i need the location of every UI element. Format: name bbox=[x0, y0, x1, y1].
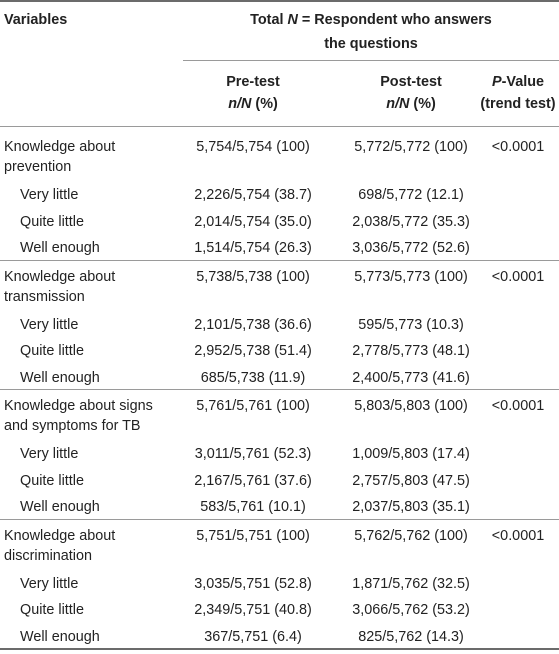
row-label: Very little bbox=[20, 187, 79, 203]
group-label-line1: Knowledge about bbox=[4, 527, 116, 544]
header-bottom-rule bbox=[0, 126, 559, 127]
row-label: Well enough bbox=[20, 499, 100, 515]
header-pretest-nn: n/N (%) bbox=[228, 96, 278, 112]
row-pretest: 3,011/5,761 (52.3) bbox=[194, 446, 312, 462]
group-posttest-total: 5,762/5,762 (100) bbox=[354, 527, 468, 544]
group-pretest-total: 5,738/5,738 (100) bbox=[196, 268, 310, 285]
group-pvalue: <0.0001 bbox=[491, 527, 545, 544]
row-pretest: 2,952/5,738 (51.4) bbox=[194, 343, 312, 359]
row-posttest: 2,037/5,803 (35.1) bbox=[352, 499, 470, 515]
row-posttest: 825/5,762 (14.3) bbox=[358, 628, 464, 645]
group-pvalue: <0.0001 bbox=[491, 268, 545, 285]
row-posttest: 1,871/5,762 (32.5) bbox=[352, 575, 470, 592]
header-pvalue: P-Value bbox=[491, 74, 544, 90]
group-pvalue: <0.0001 bbox=[491, 139, 545, 155]
header-total-line1: Total N = Respondent who answers bbox=[250, 12, 492, 28]
row-label: Very little bbox=[20, 316, 79, 333]
table-top-rule bbox=[0, 0, 559, 2]
header-pretest: Pre-test bbox=[226, 74, 280, 90]
group-pretest-total: 5,751/5,751 (100) bbox=[196, 527, 310, 544]
header-total-line2: the questions bbox=[324, 36, 418, 52]
group-label-line2: discrimination bbox=[4, 547, 92, 564]
row-posttest: 3,066/5,762 (53.2) bbox=[352, 602, 470, 618]
row-posttest: 1,009/5,803 (17.4) bbox=[352, 446, 470, 462]
group-label-line1: Knowledge about bbox=[4, 268, 116, 285]
row-posttest: 2,038/5,772 (35.3) bbox=[352, 213, 470, 230]
row-pretest: 367/5,751 (6.4) bbox=[204, 628, 302, 645]
row-label: Quite little bbox=[20, 213, 84, 230]
header-posttest-nn: n/N (%) bbox=[386, 96, 436, 112]
row-pretest: 2,349/5,751 (40.8) bbox=[194, 602, 312, 618]
group-pretest-total: 5,754/5,754 (100) bbox=[196, 139, 310, 155]
row-pretest: 1,514/5,754 (26.3) bbox=[194, 240, 312, 256]
row-pretest: 2,167/5,761 (37.6) bbox=[194, 472, 312, 489]
row-posttest: 3,036/5,772 (52.6) bbox=[352, 240, 470, 256]
table-bottom-rule bbox=[0, 648, 559, 650]
group-posttest-total: 5,772/5,772 (100) bbox=[354, 139, 468, 155]
header-posttest: Post-test bbox=[380, 74, 442, 90]
group-label-line1: Knowledge about bbox=[4, 139, 116, 155]
row-label: Well enough bbox=[20, 369, 100, 386]
row-pretest: 2,101/5,738 (36.6) bbox=[194, 316, 312, 333]
row-label: Quite little bbox=[20, 343, 84, 359]
row-label: Well enough bbox=[20, 628, 100, 645]
group-posttest-total: 5,773/5,773 (100) bbox=[354, 268, 468, 285]
row-pretest: 3,035/5,751 (52.8) bbox=[194, 575, 312, 592]
header-pvalue-line2: (trend test) bbox=[480, 96, 556, 112]
row-label: Quite little bbox=[20, 472, 84, 489]
row-posttest: 698/5,772 (12.1) bbox=[358, 187, 464, 203]
group-separator-rule bbox=[0, 389, 559, 390]
row-label: Quite little bbox=[20, 602, 84, 618]
row-posttest: 2,400/5,773 (41.6) bbox=[352, 369, 470, 386]
row-posttest: 595/5,773 (10.3) bbox=[358, 316, 464, 333]
row-pretest: 2,226/5,754 (38.7) bbox=[194, 187, 312, 203]
row-label: Very little bbox=[20, 446, 79, 462]
group-posttest-total: 5,803/5,803 (100) bbox=[354, 398, 468, 414]
header-variables: Variables bbox=[4, 12, 68, 28]
row-posttest: 2,757/5,803 (47.5) bbox=[352, 472, 470, 489]
row-pretest: 583/5,761 (10.1) bbox=[200, 499, 306, 515]
row-posttest: 2,778/5,773 (48.1) bbox=[352, 343, 470, 359]
group-label-line2: and symptoms for TB bbox=[4, 418, 141, 434]
row-label: Well enough bbox=[20, 240, 100, 256]
group-separator-rule bbox=[0, 519, 559, 520]
group-separator-rule bbox=[0, 260, 559, 261]
group-label-line1: Knowledge about signs bbox=[4, 398, 153, 414]
group-pvalue: <0.0001 bbox=[491, 398, 545, 414]
group-pretest-total: 5,761/5,761 (100) bbox=[196, 398, 310, 414]
header-spanner-rule bbox=[183, 60, 559, 61]
group-label-line2: transmission bbox=[4, 288, 85, 305]
group-label-line2: prevention bbox=[4, 159, 72, 175]
row-pretest: 685/5,738 (11.9) bbox=[200, 369, 306, 386]
row-pretest: 2,014/5,754 (35.0) bbox=[194, 213, 312, 230]
row-label: Very little bbox=[20, 575, 79, 592]
